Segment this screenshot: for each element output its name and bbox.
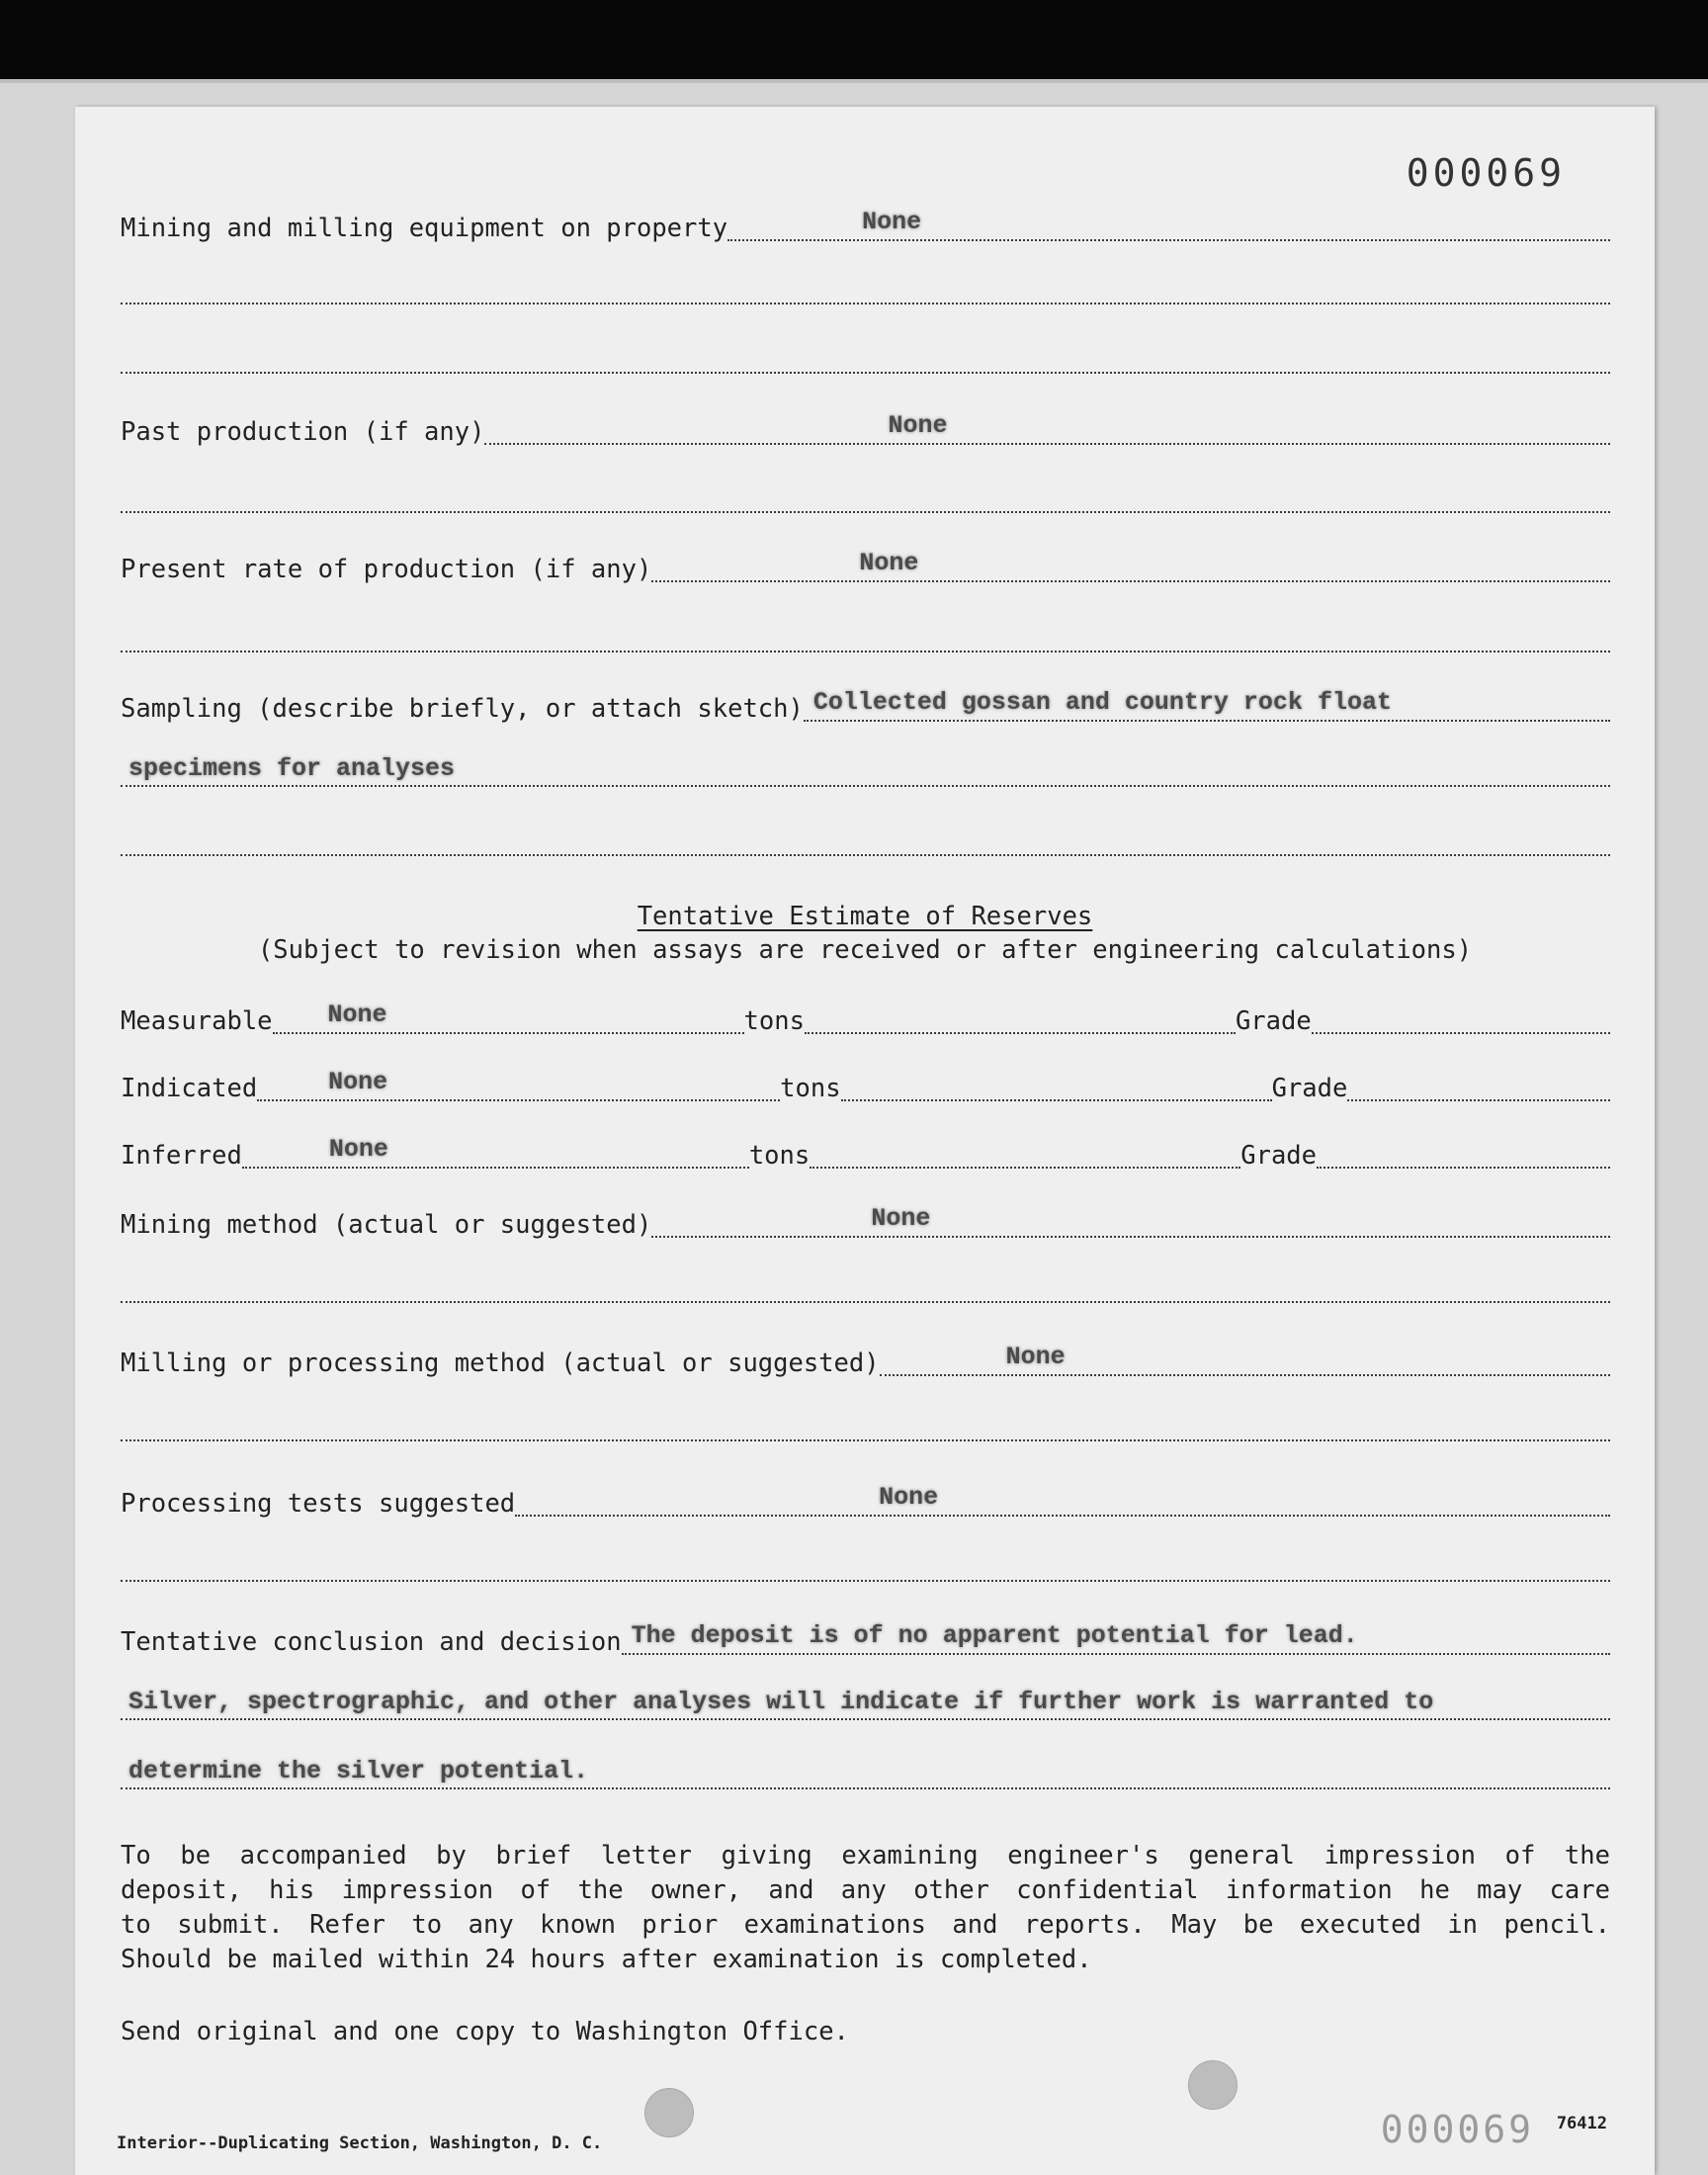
field-past-production-label: Past production (if any) <box>121 417 485 447</box>
tons-line <box>810 1139 1240 1169</box>
grade-label: Grade <box>1240 1141 1318 1171</box>
grade-label: Grade <box>1271 1074 1348 1103</box>
blank-line <box>121 1412 1610 1441</box>
instructions-line: deposit, his impression of the owner, and any other confidential information he may care <box>121 1875 1610 1905</box>
reserve-row-inferred <box>121 1135 1610 1173</box>
reserve-label: Indicated <box>121 1074 258 1103</box>
field-mining-method-line <box>651 1204 1610 1238</box>
instructions-line: to submit. Refer to any known prior examinations and reports. May be executed in pencil. <box>121 1910 1610 1940</box>
blank-line <box>121 275 1610 304</box>
field-sampling <box>121 688 1610 726</box>
reserve-label: Inferred <box>121 1141 242 1171</box>
blank-line <box>121 344 1610 374</box>
field-conclusion <box>121 1621 1610 1659</box>
field-conclusion-label: Tentative conclusion and decision <box>121 1627 622 1657</box>
field-processing-tests <box>121 1483 1610 1521</box>
punch-hole <box>1188 2060 1238 2110</box>
blank-line <box>121 1273 1610 1303</box>
field-sampling-line <box>804 688 1610 722</box>
field-processing-tests-value: None <box>879 1483 939 1512</box>
reserve-value: None <box>327 1000 387 1029</box>
reserve-value: None <box>328 1135 388 1164</box>
field-sampling-value-cont: specimens for analyses <box>128 754 456 783</box>
instructions-paragraph <box>121 1839 1610 1977</box>
instructions-line: Should be mailed within 24 hours after examination is completed. <box>121 1945 1092 1974</box>
tons-label: tons <box>780 1074 841 1103</box>
page-number: 000069 <box>1406 151 1566 195</box>
tons-label: tons <box>743 1006 805 1036</box>
field-present-rate-line <box>651 549 1610 582</box>
blank-line <box>121 826 1610 856</box>
grade-line <box>1317 1139 1610 1169</box>
field-milling-method-label: Milling or processing method (actual or suggested) <box>121 1348 880 1378</box>
blank-line <box>121 483 1610 513</box>
field-present-rate-value: None <box>859 549 919 577</box>
reserve-amount-line <box>273 1000 744 1034</box>
reserve-amount-line <box>257 1068 780 1101</box>
field-sampling-value: Collected gossan and country rock float <box>812 688 1392 717</box>
field-processing-tests-line <box>515 1483 1610 1517</box>
scanner-edge-rule <box>0 79 1708 83</box>
field-equipment-line <box>727 208 1610 241</box>
blank-line <box>121 1552 1610 1582</box>
field-milling-method-line <box>880 1343 1610 1376</box>
field-past-production-line <box>484 411 1610 445</box>
field-past-production-value: None <box>888 411 948 440</box>
field-equipment-label: Mining and milling equipment on property <box>121 214 728 243</box>
reserves-subheading: (Subject to revision when assays are received or after engineering calculations) <box>257 935 1473 965</box>
grade-line <box>1312 1004 1610 1034</box>
field-mining-method-label: Mining method (actual or suggested) <box>121 1210 652 1240</box>
field-conclusion-line <box>622 1621 1610 1655</box>
reserve-label: Measurable <box>121 1006 273 1036</box>
field-mining-method <box>121 1204 1610 1242</box>
scanner-top-band <box>0 0 1708 81</box>
bleed-through-number: 000069 <box>1380 2108 1534 2151</box>
field-sampling-continuation <box>121 754 1610 787</box>
form-page <box>75 107 1655 2175</box>
field-processing-tests-label: Processing tests suggested <box>121 1489 516 1519</box>
printer-footer: Interior--Duplicating Section, Washington, D. C. <box>117 2133 603 2153</box>
send-instruction: Send original and one copy to Washington Office. <box>121 2017 849 2046</box>
field-milling-method-value: None <box>1005 1343 1066 1371</box>
tons-label: tons <box>748 1141 811 1171</box>
reserves-heading: Tentative Estimate of Reserves <box>637 902 1093 931</box>
blank-line <box>121 623 1610 652</box>
instructions-line: To be accompanied by brief letter giving examining engineer's general impression of the <box>121 1841 1610 1870</box>
field-conclusion-continuation <box>121 1757 1610 1789</box>
grade-line <box>1347 1072 1610 1101</box>
tons-line <box>805 1004 1236 1034</box>
grade-label: Grade <box>1235 1006 1312 1036</box>
field-equipment-value: None <box>862 208 922 236</box>
field-equipment <box>121 208 1610 245</box>
reserve-row-measurable <box>121 1000 1610 1038</box>
field-milling-method <box>121 1343 1610 1380</box>
form-code: 76412 <box>1556 2114 1607 2133</box>
field-conclusion-value-cont: determine the silver potential. <box>128 1757 589 1785</box>
reserve-amount-line <box>242 1135 749 1169</box>
field-present-rate <box>121 549 1610 586</box>
field-conclusion-value-cont: Silver, spectrographic, and other analyses will indicate if further work is warranted to <box>128 1688 1434 1716</box>
field-conclusion-value: The deposit is of no apparent potential for lead. <box>631 1621 1358 1650</box>
field-present-rate-label: Present rate of production (if any) <box>121 555 652 584</box>
field-sampling-label: Sampling (describe briefly, or attach sketch) <box>121 694 804 724</box>
field-past-production <box>121 411 1610 449</box>
field-conclusion-continuation <box>121 1688 1610 1720</box>
tons-line <box>841 1072 1272 1101</box>
reserve-value: None <box>328 1068 388 1096</box>
field-mining-method-value: None <box>871 1204 931 1233</box>
punch-hole <box>644 2088 694 2137</box>
reserve-row-indicated <box>121 1068 1610 1105</box>
